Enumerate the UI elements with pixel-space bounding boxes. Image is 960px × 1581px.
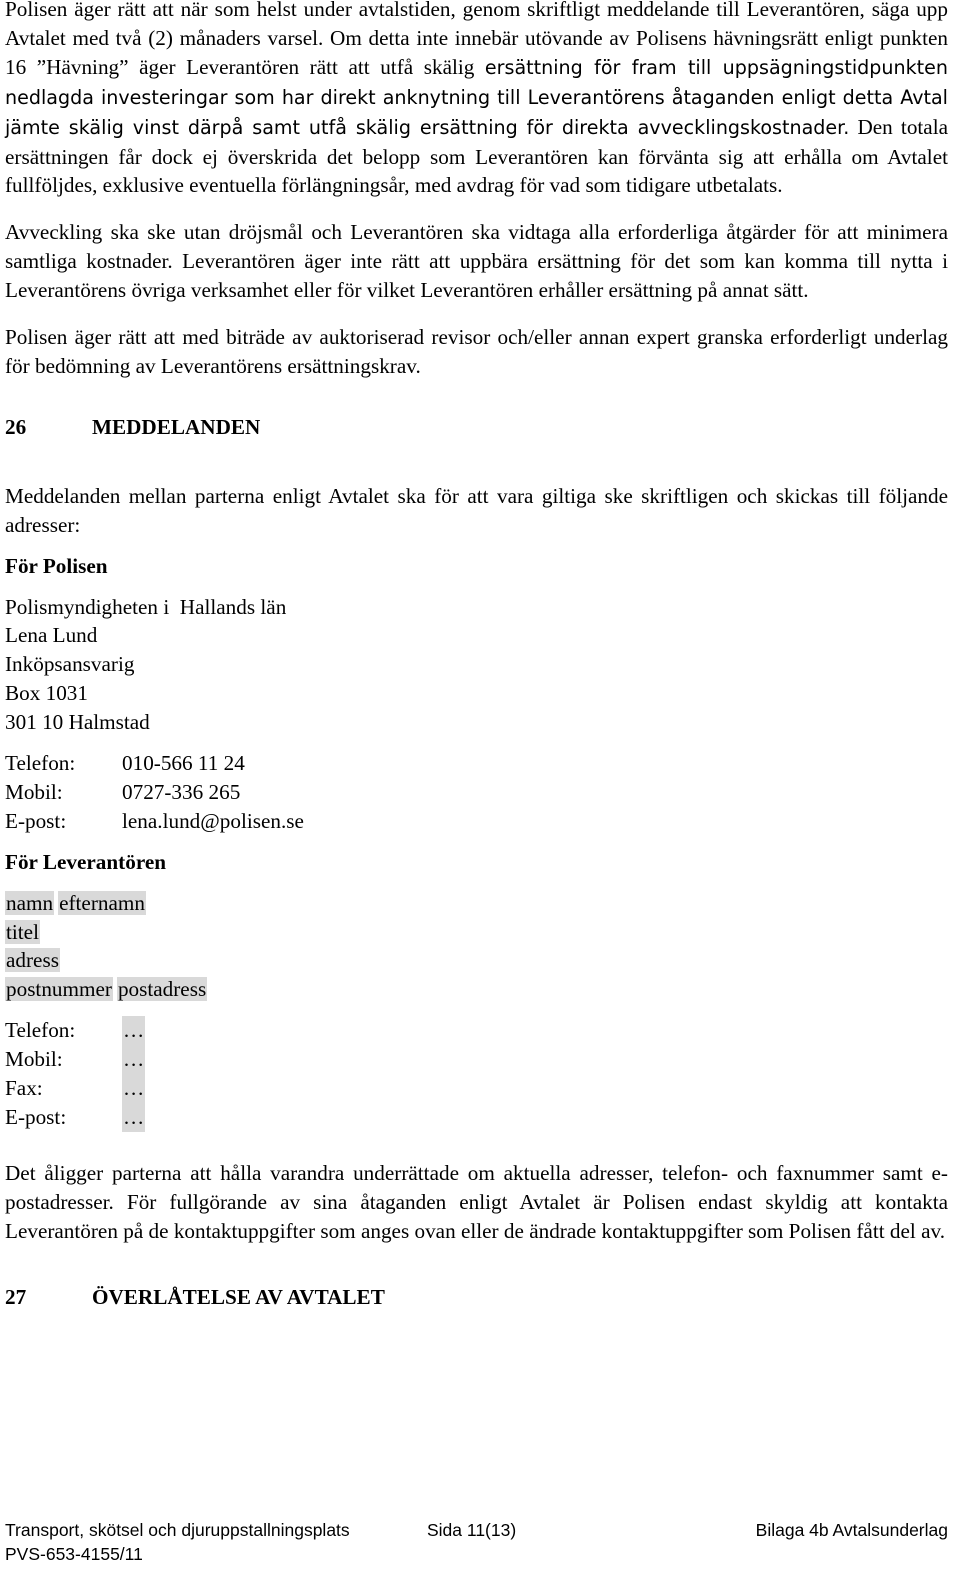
- paragraph-text: Den totala ersättningen får dock ej överskrida det belopp som Leverantören kan förvänta sig att erhålla om Avtalet fullföljdes, exklusive eventuella förlängningsår, med avdrag för vad som tidigare utbetalats.: [5, 114, 948, 198]
- section-number: 26: [5, 414, 27, 439]
- footer-page-number: Sida 11(13): [427, 1520, 517, 1540]
- phone-value: 010-566 11 24: [122, 751, 245, 776]
- leverantor-heading: För Leverantören: [5, 849, 167, 874]
- paragraph-text: Polisen äger rätt att när som helst under avtalstiden, genom skriftligt meddelande till Leverantören, säga upp Avtalet med två (2) månaders varsel. Om detta inte innebär utövande av Polisens hävningsrätt enligt punkten 16 ”Hävning” äger Leverantören rätt att utfå skälig: [5, 0, 948, 79]
- mobile-value: 0727-336 265: [122, 779, 241, 804]
- polisen-city: 301 10 Halmstad: [5, 710, 150, 735]
- paragraph-termination: [5, 0, 948, 200]
- polisen-mobile-row: [5, 778, 948, 807]
- polisen-contact-role: Inköpsansvarig: [5, 652, 135, 677]
- email-field[interactable]: …: [122, 1103, 145, 1132]
- email-label: E-post:: [5, 1105, 67, 1129]
- mobile-label: Mobil:: [5, 779, 63, 804]
- polisen-contact-block: [5, 749, 948, 836]
- footer-appendix-label: Bilaga 4b Avtalsunderlag: [755, 1520, 948, 1540]
- phone-field[interactable]: …: [122, 1016, 145, 1045]
- section-title: MEDDELANDEN: [92, 414, 261, 439]
- section-heading-27: [5, 1283, 948, 1312]
- leverantor-title-row: [5, 918, 948, 947]
- paragraph-audit: Polisen äger rätt att med biträde av auktoriserad revisor och/eller annan expert granska erforderligt underlag för bedömning av Leverantörens ersättningskrav.: [5, 325, 948, 378]
- document-page: [5, 0, 948, 1312]
- paragraph-wind-down: Avveckling ska ske utan dröjsmål och Leverantören ska vidtaga alla erforderliga åtgärder för att minimera samtliga kostnader. Leverantören äger inte rätt att uppbära ersättning för det som kan komma till nytta i Leverantörens övriga verksamhet eller för vilket Leverantören erhåller ersättning på annat sätt.: [5, 220, 948, 303]
- leverantor-mobile-row: [5, 1045, 948, 1074]
- section-heading-26: [5, 413, 948, 442]
- phone-label: Telefon:: [5, 1018, 76, 1043]
- mobile-label: Mobil:: [5, 1047, 63, 1072]
- leverantor-email-row: [5, 1103, 948, 1132]
- polisen-heading: För Polisen: [5, 553, 108, 578]
- phone-label: Telefon:: [5, 751, 76, 776]
- notices-closing: Det åligger parterna att hålla varandra underrättade om aktuella adresser, telefon- och faxnummer samt e-postadresser. För fullgörande av sina åtaganden enligt Avtalet är Polisen endast skyldig att kontakta Leverantören på de kontaktuppgifter som anges ovan eller de ändrade kontaktuppgifter som Polisen fått del av.: [5, 1160, 948, 1243]
- first-name-field[interactable]: namn: [6, 890, 54, 915]
- last-name-field[interactable]: efternamn: [59, 890, 145, 915]
- polisen-email-row: [5, 807, 948, 836]
- email-value: lena.lund@polisen.se: [122, 808, 304, 833]
- footer-document-title: Transport, skötsel och djuruppstallningsplats: [5, 1520, 350, 1540]
- postcode-field[interactable]: postnummer: [6, 977, 112, 1002]
- address-field[interactable]: adress: [6, 948, 59, 973]
- page-footer: [5, 1518, 948, 1566]
- polisen-phone-row: [5, 749, 948, 778]
- notices-intro: Meddelanden mellan parterna enligt Avtalet ska för att vara giltiga ske skriftligen och skickas till följande adresser:: [5, 483, 948, 537]
- mobile-field[interactable]: …: [122, 1045, 145, 1074]
- leverantor-name-row: [5, 889, 948, 918]
- fax-field[interactable]: …: [122, 1074, 145, 1103]
- section-number: 27: [5, 1284, 27, 1309]
- polisen-address-block: [5, 593, 948, 738]
- footer-reference: PVS-653-4155/11: [5, 1544, 143, 1564]
- leverantor-fax-row: [5, 1074, 948, 1103]
- fax-label: Fax:: [5, 1076, 43, 1101]
- polisen-contact-name: Lena Lund: [5, 623, 98, 648]
- email-label: E-post:: [5, 808, 67, 833]
- footer-row: [5, 1518, 948, 1542]
- leverantor-postal-row: [5, 975, 948, 1004]
- leverantor-address-row: [5, 946, 948, 975]
- paragraph-text-sans: ersättning för fram till uppsägningstidpunkten nedlagda investeringar som har direkt anknytning till Leverantörens åtaganden enligt detta Avtal jämte skälig vinst därpå samt utfå skälig ersättning för direkta avvecklingskostnader.: [5, 55, 948, 139]
- leverantor-address-block: [5, 889, 948, 1005]
- title-field[interactable]: titel: [6, 919, 39, 944]
- section-title: ÖVERLÅTELSE AV AVTALET: [92, 1284, 385, 1309]
- leverantor-phone-row: [5, 1016, 948, 1045]
- polisen-box: Box 1031: [5, 681, 88, 706]
- leverantor-contact-block: [5, 1016, 948, 1132]
- postal-address-field[interactable]: postadress: [117, 977, 207, 1002]
- polisen-org: Polismyndigheten i Hallands län: [5, 594, 287, 619]
